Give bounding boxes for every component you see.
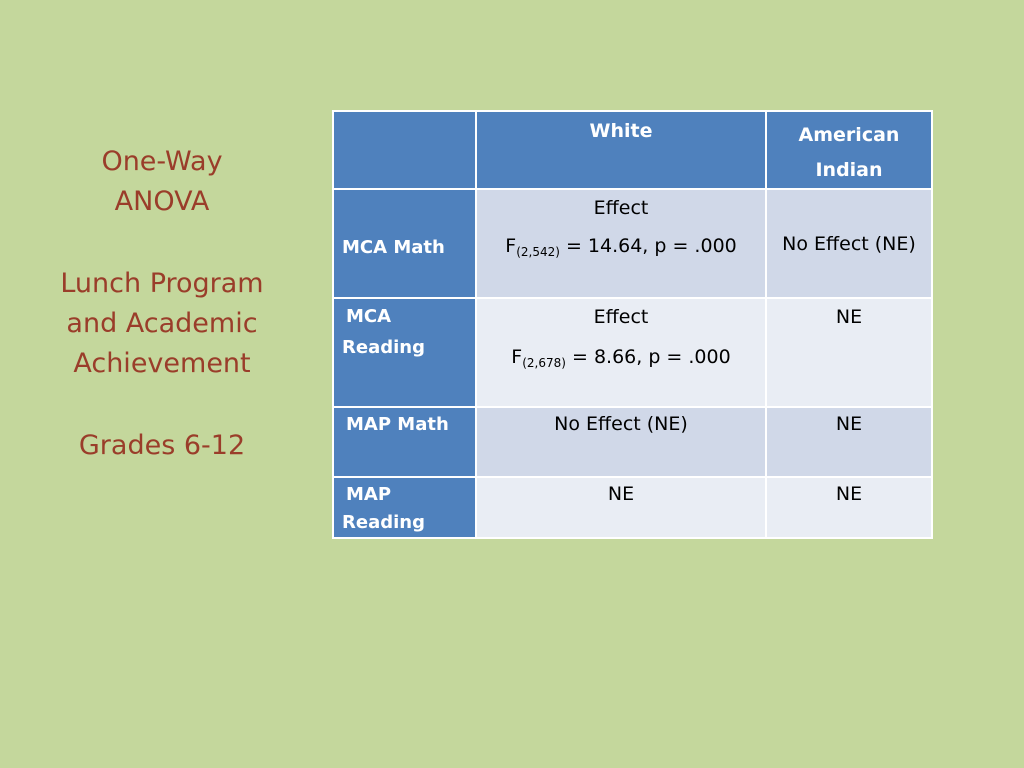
- subtitle-line: Achievement: [73, 348, 251, 379]
- slide-title: [40, 142, 284, 466]
- cell-white-mca-math: [476, 189, 766, 298]
- effect-label: No Effect (NE): [782, 232, 916, 255]
- table-row: [333, 189, 932, 298]
- column-header-label: White: [589, 120, 653, 142]
- row-header-label: MCA: [346, 306, 392, 327]
- table-row: [333, 477, 932, 538]
- cell-american-indian-map-reading: [766, 477, 932, 538]
- cell-american-indian-map-math: [766, 407, 932, 477]
- title-line: One-Way: [101, 146, 223, 177]
- column-header-american-indian: [766, 111, 932, 189]
- f-statistic: $F_{(2,678)} = 8.66$, p = .000: [511, 346, 731, 370]
- cell-american-indian-mca-math: [766, 189, 932, 298]
- cell-white-map-reading: [476, 477, 766, 538]
- effect-label: NE: [835, 306, 863, 328]
- subtitle-line: and Academic: [66, 308, 258, 339]
- row-header-label: MAP Math: [346, 414, 449, 435]
- row-header-map-math: [333, 407, 476, 477]
- title-gap: [40, 222, 284, 264]
- row-header-label: MAP: [346, 484, 392, 505]
- f-statistic: $F_{(2,542)} = 14.64$, p = .000: [505, 235, 737, 259]
- header-row: [333, 111, 932, 189]
- row-header-map-reading: [333, 477, 476, 538]
- title-line: ANOVA: [114, 186, 210, 217]
- table-row: [333, 298, 932, 407]
- grades-line: Grades 6-12: [78, 430, 246, 461]
- effect-label: NE: [607, 483, 635, 505]
- row-header-label: Reading: [342, 512, 425, 533]
- effect-label: NE: [835, 413, 863, 435]
- effect-label: Effect: [593, 197, 649, 219]
- effect-label: Effect: [593, 306, 649, 328]
- effect-label: No Effect (NE): [554, 413, 688, 435]
- cell-american-indian-mca-reading: [766, 298, 932, 407]
- cell-white-map-math: [476, 407, 766, 477]
- cell-white-mca-reading: [476, 298, 766, 407]
- row-header-mca-math: [333, 189, 476, 298]
- row-header-label: Reading: [342, 337, 425, 358]
- table-row: [333, 407, 932, 477]
- row-header-mca-reading: [333, 298, 476, 407]
- corner-header-cell: [333, 111, 476, 189]
- row-header-label: MCA Math: [342, 237, 445, 258]
- subtitle-line: Lunch Program: [60, 268, 264, 299]
- effect-label: NE: [835, 483, 863, 505]
- column-header-label: American Indian: [798, 124, 900, 181]
- title-gap: [40, 384, 284, 426]
- anova-table: [332, 110, 933, 539]
- column-header-white: [476, 111, 766, 189]
